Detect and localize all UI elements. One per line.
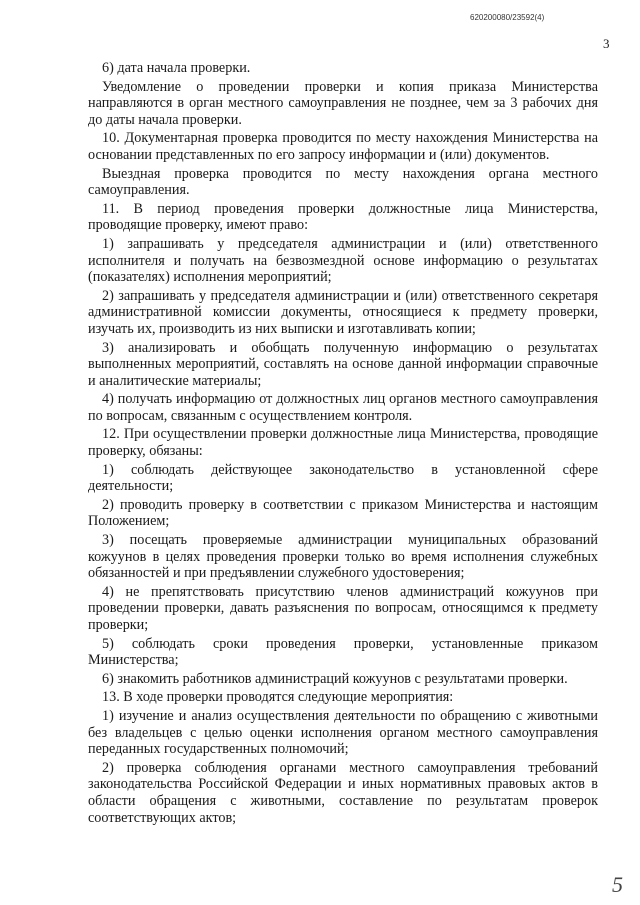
paragraph: 4) получать информацию от должностных лиц органов местного самоуправления по вопросам, связанным с осуществлением контроля. [88,391,598,424]
paragraph: 5) соблюдать сроки проведения проверки, установленные приказом Министерства; [88,635,598,669]
handwritten-mark: 5 [612,872,623,897]
paragraph: 12. При осуществлении проверки должностные лица Министерства, проводящие проверку, обязаны: [88,426,598,460]
paragraph: 6) знакомить работников администраций кожуунов с результатами проверки. [102,670,568,687]
paragraph: 2) запрашивать у председателя администрации и (или) ответственного секретаря административной комиссии документы, относящиеся к предмету проверки, изучать их, производить из них выписки и изготавливать копии; [88,287,598,337]
paragraph: 1) запрашивать у председателя администрации и (или) ответственного исполнителя и получать на безвозмездной основе информацию о результатах (показателях) исполнения мероприятий; [88,235,598,286]
document-id: 620200080/23592(4) [470,13,545,22]
paragraph: 4) не препятствовать присутствию членов администраций кожуунов при проведении проверки, давать разъяснения по вопросам, относящимся к предмету проверки; [88,583,598,633]
paragraph: 13. В ходе проверки проводятся следующие мероприятия: [102,689,454,706]
paragraph: 3) посещать проверяемые администрации муниципальных образований кожуунов в целях проведения проверки только во время исполнения служебных обязанностей и при предъявлении служебного удостоверения; [88,532,598,582]
paragraph: 11. В период проведения проверки должностные лица Министерства, проводящие проверку, имеют право: [88,200,598,234]
paragraph: 2) проверка соблюдения органами местного самоуправления требований законодательства Российской Федерации и иных нормативных правовых актов в области обращения с животными, составление по результатам проверок соответствующих актов; [88,759,598,826]
paragraph: 6) дата начала проверки. [102,60,251,76]
page-number: 3 [603,36,610,51]
paragraph: 2) проводить проверку в соответствии с приказом Министерства и настоящим Положением; [88,496,598,530]
paragraph: Уведомление о проведении проверки и копия приказа Министерства направляются в орган местного самоуправления не позднее, чем за 3 рабочих дня до даты начала проверки. [88,78,598,128]
paragraph: 1) изучение и анализ осуществления деятельности по обращению с животными без владельцев с целью оценки исполнения органом местного самоуправления переданных государственных полномочий; [88,707,598,758]
paragraph: 10. Документарная проверка проводится по месту нахождения Министерства на основании представленных по его запросу информации и (или) документов. [88,130,598,163]
document-body [88,60,598,828]
paragraph: 1) соблюдать действующее законодательство в установленной сфере деятельности; [88,461,598,495]
paragraph: 3) анализировать и обобщать полученную информацию о результатах выполненных мероприятий, составлять на основе данной информации справочные и аналитические материалы; [88,339,598,389]
paragraph: Выездная проверка проводится по месту нахождения органа местного самоуправления. [88,165,598,199]
